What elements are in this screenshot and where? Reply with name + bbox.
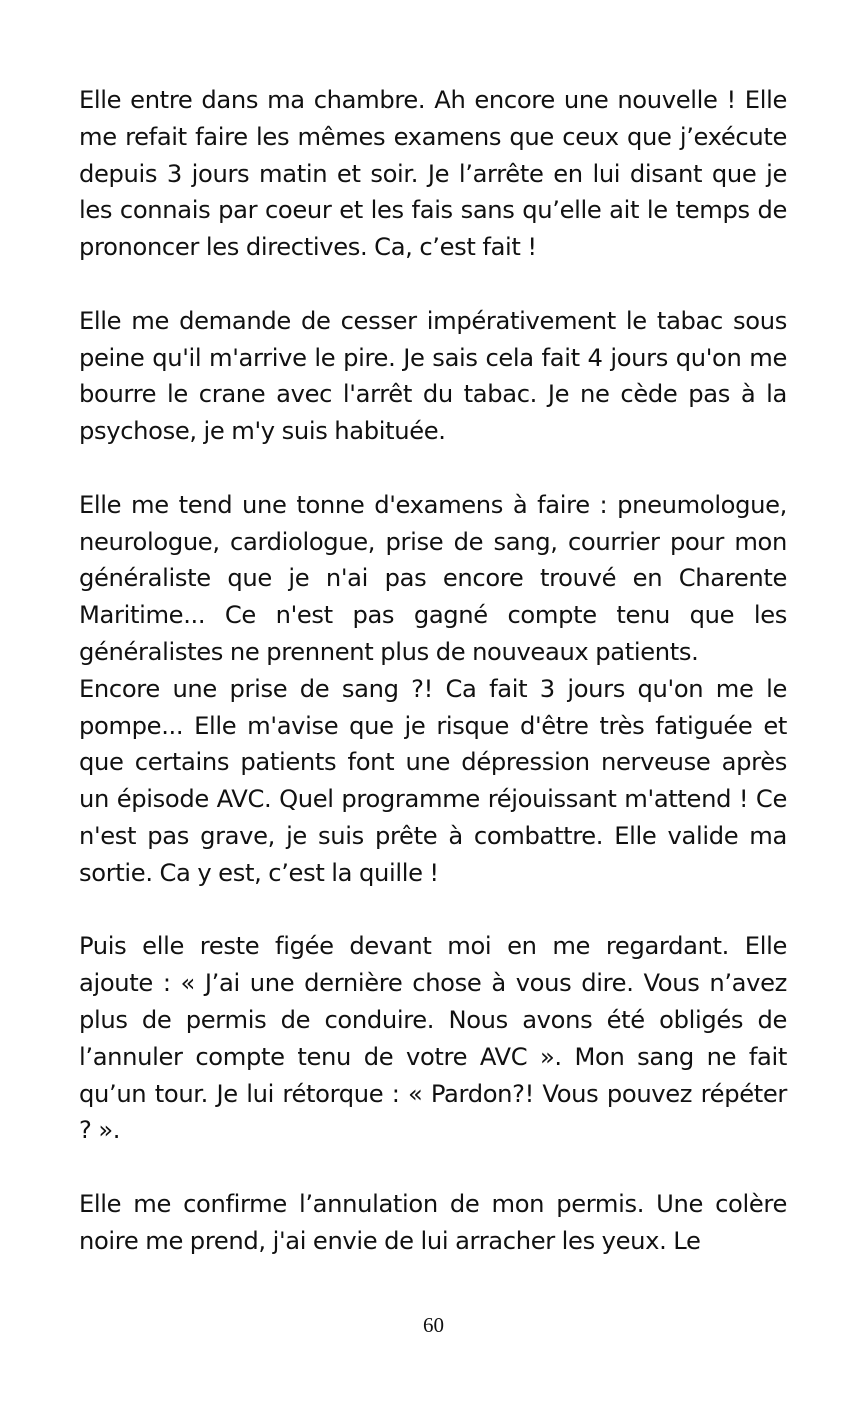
paragraph-gap [79,450,787,487]
page-text [79,82,787,1260]
paragraph-2: Elle me demande de cesser impérativement le tabac sous peine qu'il m'arrive le pire. Je sais cela fait 4 jours qu'on me bourre le crane avec l'arrêt du tabac. Je ne cède pas à la psychose, je m'y suis habituée. [79,306,787,446]
paragraph-gap [79,892,787,929]
paragraph-1: Elle entre dans ma chambre. Ah encore une nouvelle ! Elle me refait faire les mêmes examens que ceux que j’exécute depuis 3 jours matin et soir. Je l’arrête en lui disant que je les connais par coeur et les fais sans qu’elle ait le temps de prononcer les directives. Ca, c’est fait ! [79,86,787,262]
paragraph-6: Elle me confirme l’annulation de mon permis. Une colère noire me prend, j'ai envie de lui arracher les yeux. Le [79,1189,787,1255]
paragraph-gap [79,266,787,303]
paragraph-5: Puis elle reste figée devant moi en me regardant. Elle ajoute : « J’ai une dernière chose à vous dire. Vous n’avez plus de permis de conduire. Nous avons été obligés de l’annuler compte tenu de votre AVC ». Mon sang ne fait qu’un tour. Je lui rétorque : « Pardon?! Vous pouvez répéter ? ». [79,932,787,1145]
page-number: 60 [423,1313,444,1337]
paragraph-4: Encore une prise de sang ?! Ca fait 3 jours qu'on me le pompe... Elle m'avise que je risque d'être très fatiguée et que certains patients font une dépression nerveuse après un épisode AVC. Quel programme réjouissant m'attend ! Ce n'est pas grave, je suis prête à combattre. Elle valide ma sortie. Ca y est, c’est la quille ! [79,674,787,887]
paragraph-gap [79,1149,787,1186]
paragraph-3: Elle me tend une tonne d'examens à faire : pneumologue, neurologue, cardiologue, prise de sang, courrier pour mon généraliste que je n'ai pas encore trouvé en Charente Maritime... Ce n'est pas gagné compte tenu que les généralistes ne prennent plus de nouveaux patients. [79,490,787,666]
